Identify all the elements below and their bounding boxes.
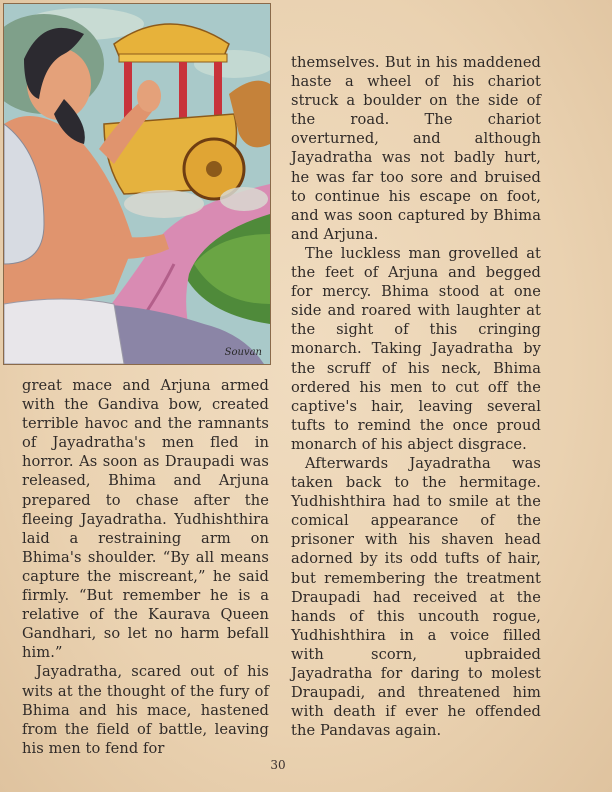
dust-cloud bbox=[220, 187, 268, 211]
pillar bbox=[179, 62, 187, 122]
story-illustration bbox=[3, 3, 271, 365]
paragraph: great mace and Arjuna armed with the Gandiva bow, created terrible havoc and the ramnants of Jayadratha's men fled in horror. As soon as Draupadi was released, Bhima and Arjuna prepared to chase after the fleeing Jayadratha. Yudhishthira laid a restraining arm on Bhima's shoulder. “By all means capture the miscreant,” he said firmly. “But remember he is a relative of the Kaurava Queen Gandhari, so let no harm befall him.” bbox=[22, 377, 269, 662]
canopy-rim bbox=[119, 54, 227, 62]
paragraph: Afterwards Jayadratha was taken back to the hermitage. Yudhishthira had to smile at the comical appearance of the prisoner with his shaven head adorned by its odd tufts of hair, but remembering the treatment Draupadi had received at the hands of this uncouth rogue, Yudhishthira in a voice filled with scorn, upbraided Jayadratha for daring to molest Draupadi, and threatened him with death if ever he offended the Pandavas again. bbox=[291, 454, 541, 740]
right-text-column bbox=[291, 53, 541, 740]
left-text-column bbox=[22, 376, 269, 758]
illustration-art bbox=[4, 4, 270, 364]
wheel-hub bbox=[206, 161, 222, 177]
paragraph: The luckless man grovelled at the feet of Arjuna and begged for mercy. Bhima stood at one side and roared with laughter at the sight of this cringing monarch. Taking Jayadratha by the scruff of his neck, Bhima ordered his men to cut off the captive's hair, leaving several tufts to remind the once proud monarch of his abject disgrace. bbox=[291, 244, 541, 453]
sage-dhoti bbox=[4, 299, 124, 364]
artist-signature: Souvan bbox=[224, 347, 262, 358]
pillar bbox=[214, 62, 222, 122]
sage-hand bbox=[137, 80, 161, 112]
paragraph: themselves. But in his maddened haste a wheel of his chariot struck a boulder on the side of the road. The chariot overturned, and although Jayadratha was not badly hurt, he was far too sore and bruised to continue his escape on foot, and was soon captured by Bhima and Arjuna. bbox=[291, 54, 541, 243]
paragraph: Jayadratha, scared out of his wits at the thought of the fury of Bhima and his mace, hastened from the field of battle, leaving his men to fend for bbox=[22, 663, 269, 757]
dust-cloud bbox=[124, 190, 204, 218]
page-number: 30 bbox=[270, 758, 286, 772]
